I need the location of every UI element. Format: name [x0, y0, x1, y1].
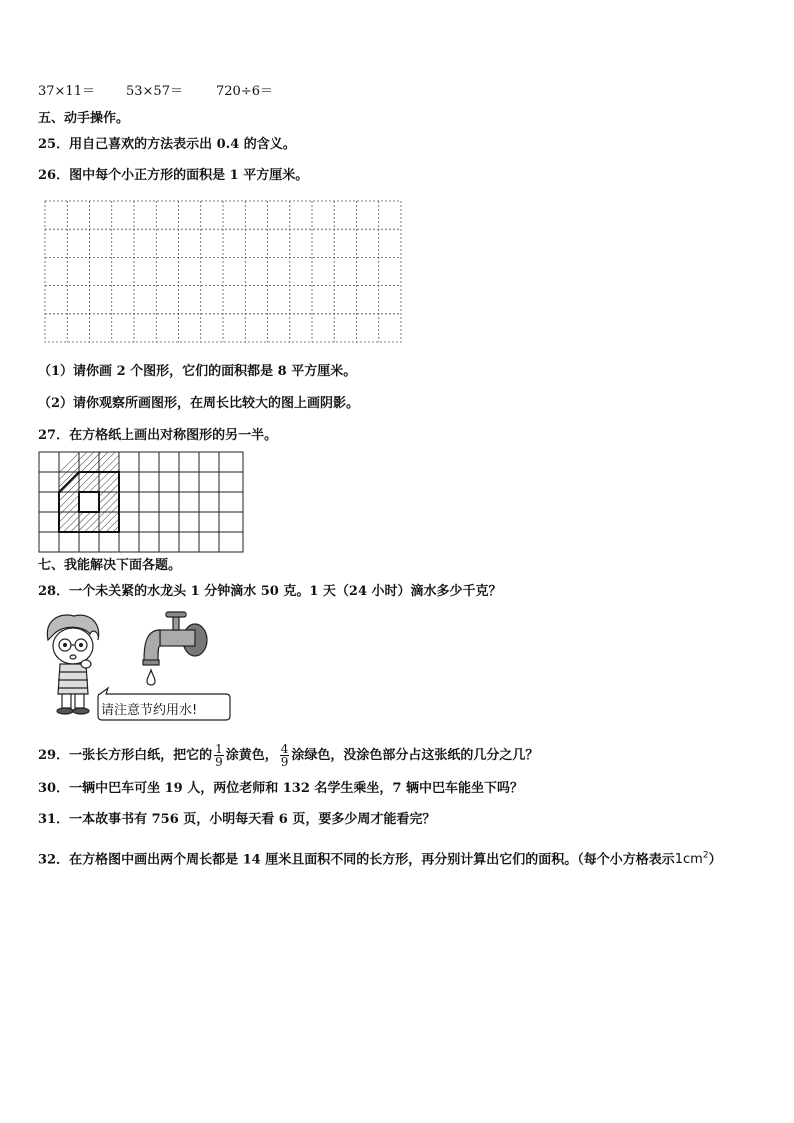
speech-bubble-text: 请注意节约用水!: [101, 703, 198, 718]
question-32: [38, 848, 722, 868]
question-26-part-1: （1）请你画 2 个图形，它们的面积都是 8 平方厘米。: [38, 364, 357, 379]
section-5-heading: 五、动手操作。: [38, 111, 130, 126]
fraction-four-ninths: [280, 743, 290, 768]
q32-unit-base: 1cm: [674, 852, 703, 868]
q32-close: ）: [708, 852, 722, 868]
fraction-1-numerator: 1: [215, 742, 223, 756]
q27-symmetry-grid: [38, 451, 244, 553]
q32-unit: [675, 852, 709, 867]
question-26-part-2: （2）请你观察所画图形，在周长比较大的图上画阴影。: [38, 396, 360, 411]
question-26: 26．图中每个小正方形的面积是 1 平方厘米。: [38, 168, 309, 183]
q32-unit-exponent: 2: [702, 851, 709, 861]
section-7-heading: 七、我能解决下面各题。: [38, 558, 182, 573]
question-27: 27．在方格纸上画出对称图形的另一半。: [38, 428, 278, 443]
q32-text: 32．在方格图中画出两个周长都是 14 厘米且面积不同的长方形，再分别计算出它们的面积。（每个小方格表示: [38, 852, 675, 868]
q29-suffix: 涂绿色，没涂色部分占这张纸的几分之几？: [291, 748, 539, 763]
calc-1: 37×11＝: [38, 84, 95, 99]
fraction-1-denominator: 9: [215, 755, 223, 769]
boy-illustration: [47, 615, 98, 714]
faucet-illustration: [143, 612, 207, 685]
question-30: 30．一辆中巴车可坐 19 人，两位老师和 132 名学生乘坐，7 辆中巴车能坐下吗？: [38, 781, 523, 796]
question-31: 31．一本故事书有 756 页，小明每天看 6 页，要多少周才能看完？: [38, 812, 436, 827]
question-28: 28．一个未关紧的水龙头 1 分钟滴水 50 克。1 天（24 小时）滴水多少千克？: [38, 584, 502, 599]
calc-3: 720÷6＝: [216, 84, 273, 99]
calc-row: [38, 84, 273, 100]
calc-2: 53×57＝: [126, 84, 183, 99]
fraction-one-ninth: [214, 743, 224, 768]
fraction-2-numerator: 4: [280, 742, 289, 756]
q29-mid: 涂黄色，: [225, 748, 278, 763]
fraction-2-denominator: 9: [280, 755, 289, 769]
q29-prefix: 29．一张长方形白纸，把它的: [38, 748, 213, 763]
question-29: [38, 743, 538, 768]
question-25: 25．用自己喜欢的方法表示出 0.4 的含义。: [38, 137, 296, 152]
q26-dashed-grid: [44, 200, 402, 344]
